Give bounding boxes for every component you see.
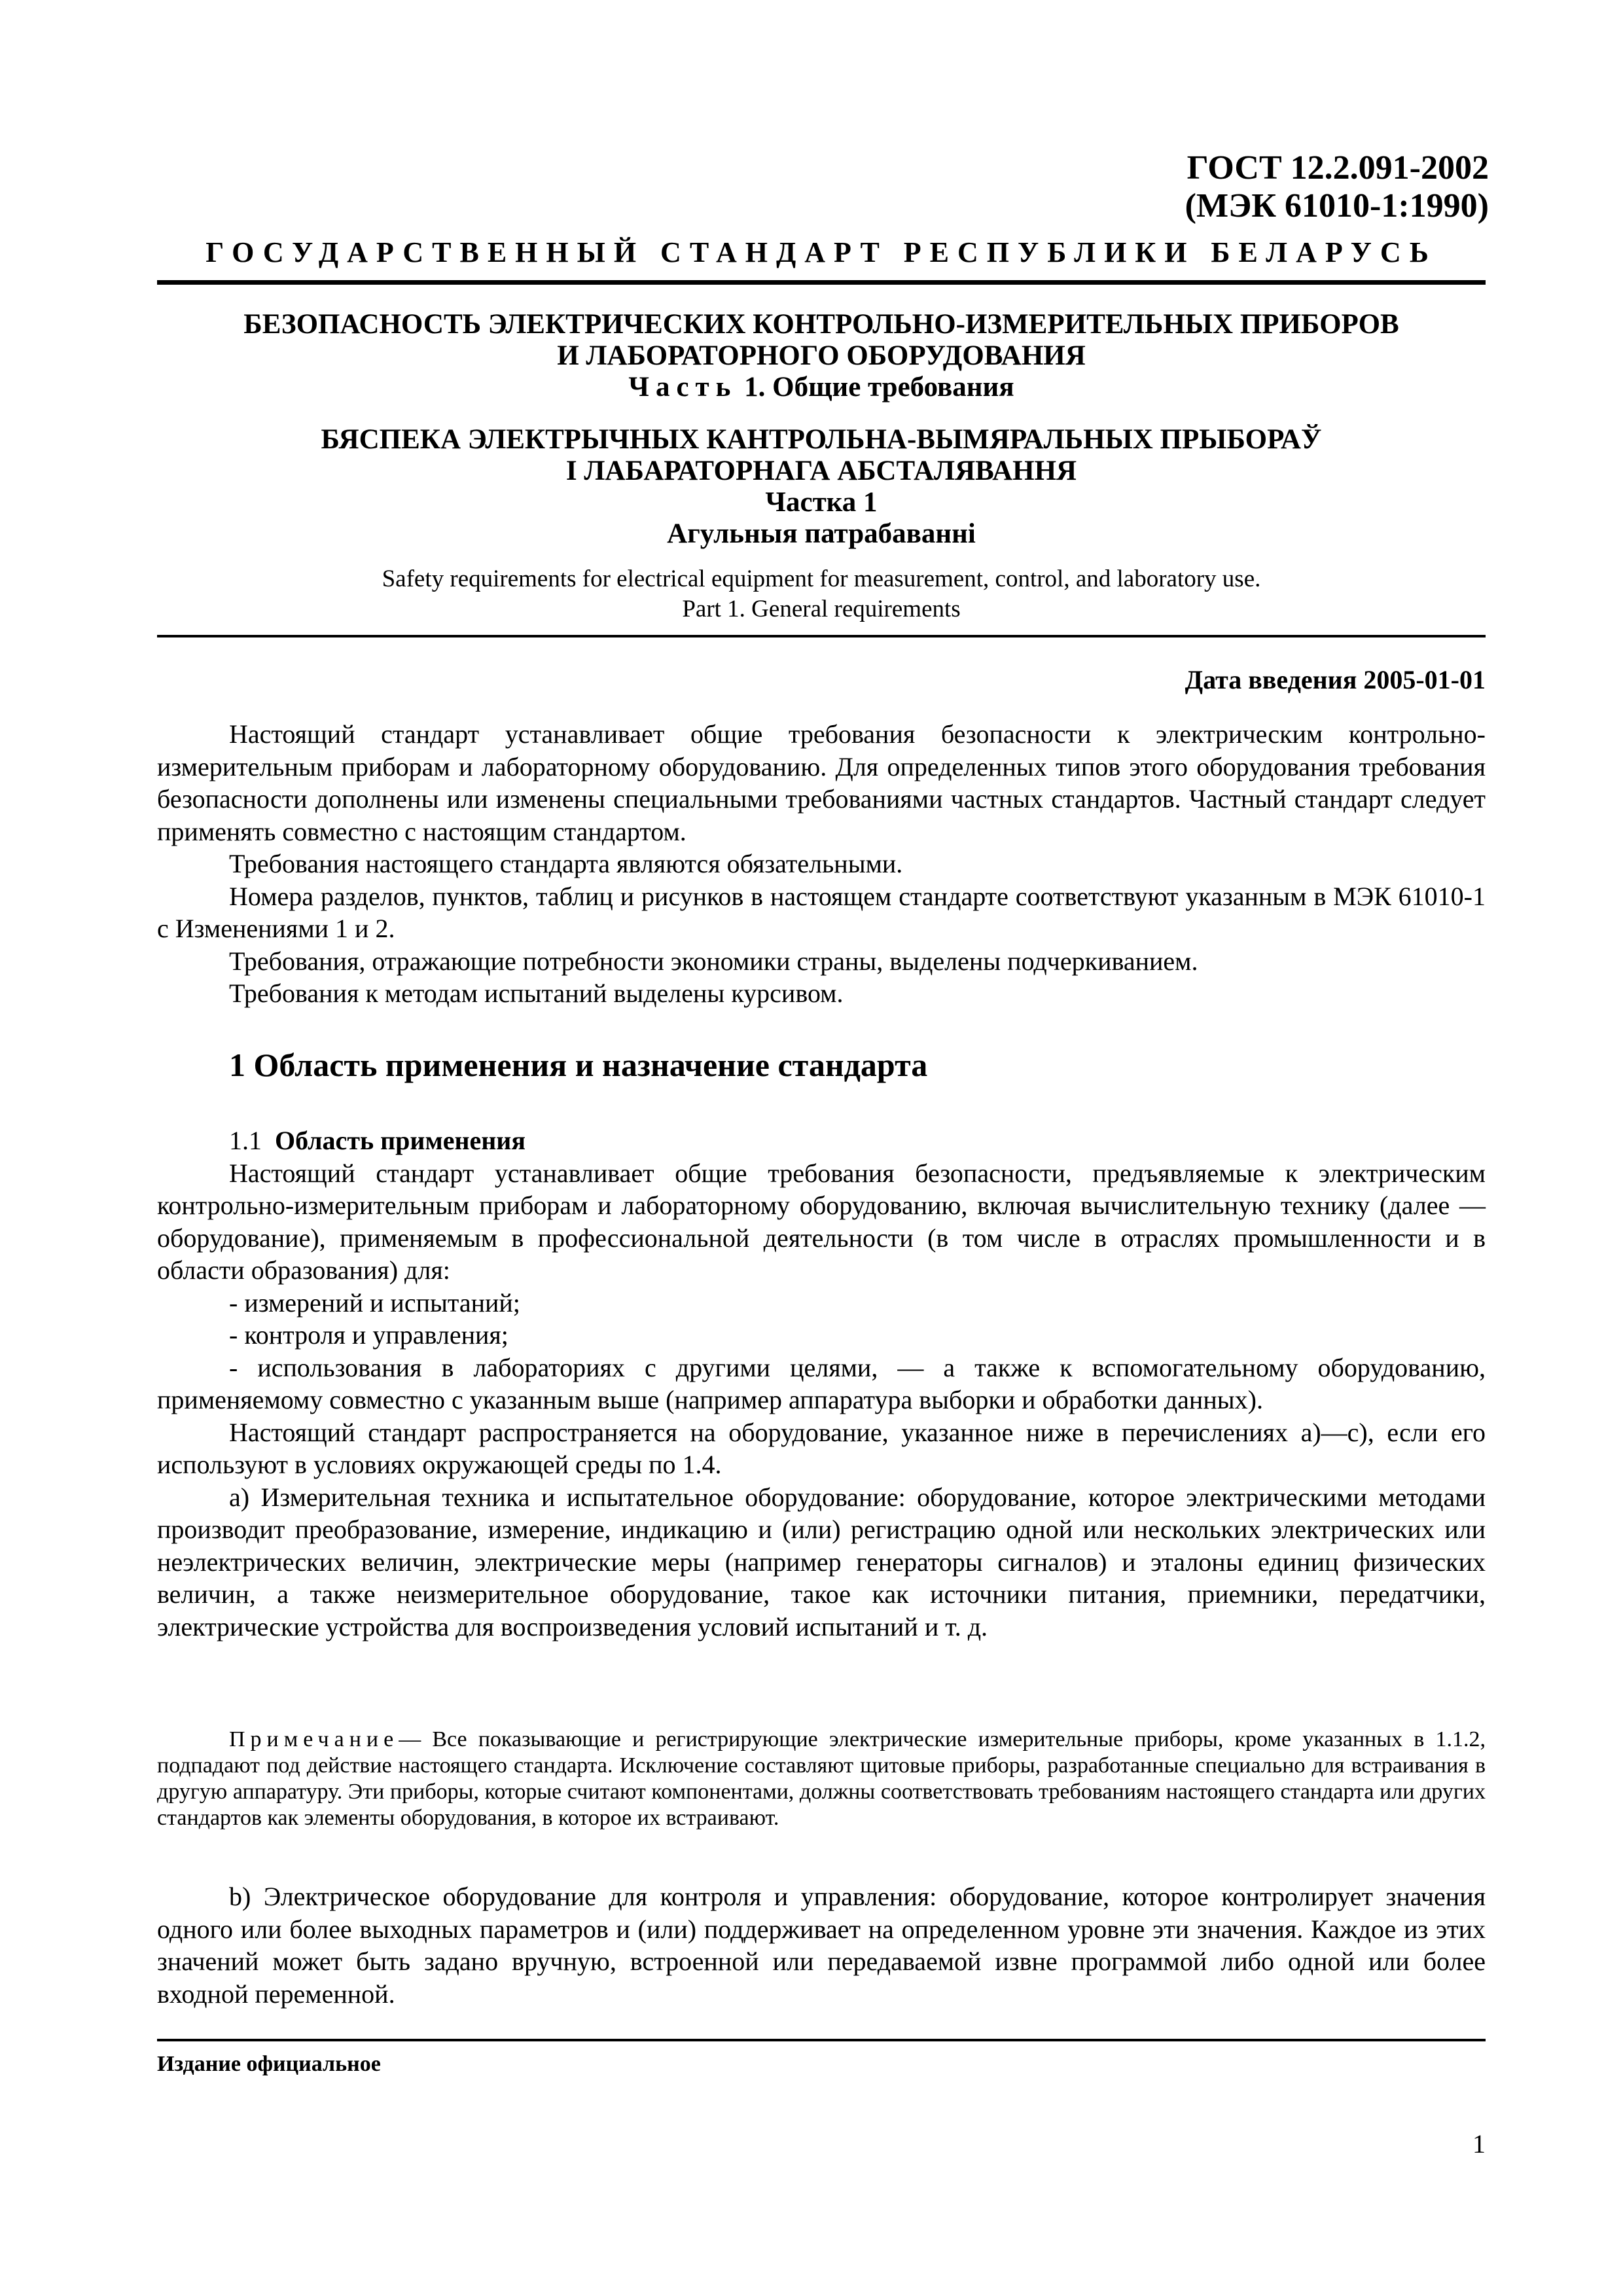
section-heading: 1 Область применения и назначение стандарта bbox=[229, 1047, 928, 1083]
header-rule bbox=[157, 280, 1486, 285]
note-block bbox=[157, 1727, 1486, 1831]
item-b-block bbox=[157, 1880, 1486, 2010]
title-ru-line1: БЕЗОПАСНОСТЬ ЭЛЕКТРИЧЕСКИХ КОНТРОЛЬНО-ИЗМЕРИТЕЛЬНЫХ ПРИБОРОВ bbox=[243, 309, 1399, 340]
intro-paragraph: Требования настоящего стандарта являются обязательными. bbox=[229, 849, 903, 878]
note-text: — Все показывающие и регистрирующие электрические измерительные приборы, кроме указанных в 1.1.2, подпадают под действие настоящего стандарта. Исключение составляют щитовые приборы, разработанные специально для встраивания в другую аппаратуру. Эти приборы, которые считают компонентами, должны соответствовать требованиям настоящего стандарта или других стандартов как элементы оборудования, в которое их встраивают. bbox=[157, 1727, 1486, 1830]
title-ru-part-label: Часть bbox=[628, 372, 738, 403]
title-ru-part bbox=[157, 372, 1486, 403]
extent-paragraph: Настоящий стандарт распространяется на оборудование, указанное ниже в перечислениях а)—с), если его используют в условиях окружающей среды по 1.4. bbox=[157, 1417, 1486, 1479]
list-item: - контроля и управления; bbox=[229, 1320, 508, 1350]
introduction-date: Дата введения 2005-01-01 bbox=[1185, 665, 1486, 694]
list-item: - использования в лабораториях с другими целями, — а также к вспомогательному оборудованию, применяемому совместно с указанным выше (например аппаратура выборки и обработки данных). bbox=[157, 1352, 1486, 1414]
list-item: - измерений и испытаний; bbox=[229, 1287, 520, 1318]
intro-paragraph: Настоящий стандарт устанавливает общие требования безопасности к электрическим контрольно-измерительным приборам и лабораторному оборудованию. Для определенных типов этого оборудования требования безопасности дополнены или изменены специальными требованиями частных стандартов. Частный стандарт следует применять совместно с настоящим стандартом. bbox=[157, 719, 1486, 846]
subsection-heading bbox=[157, 1124, 1486, 1157]
note-paragraph bbox=[157, 1727, 1486, 1831]
title-ru-line2: И ЛАБОРАТОРНОГО ОБОРУДОВАНИЯ bbox=[557, 340, 1086, 371]
standard-code-block bbox=[1185, 149, 1489, 225]
title-by-line2: І ЛАБАРАТОРНАГА АБСТАЛЯВАННЯ bbox=[565, 456, 1077, 486]
title-rule bbox=[157, 635, 1486, 637]
note-label: Примечание bbox=[229, 1727, 399, 1751]
item-b-paragraph: b) Электрическое оборудование для контроля и управления: оборудование, которое контролирует значения одного или более выходных параметров и (или) поддерживает на определенном уровне эти значения. Каждое из этих значений может быть задано вручную, встроенной или передаваемой извне программой либо одной или более входной переменной. bbox=[157, 1882, 1486, 2009]
scope-paragraph: Настоящий стандарт устанавливает общие требования безопасности, предъявляемые к электрическим контрольно-измерительным приборам и лабораторному оборудованию, включая вычислительную технику (далее — оборудование), применяемым в профессиональной деятельности (в том числе в отраслях промышленности и в области образования) для: bbox=[157, 1158, 1486, 1285]
intro-paragraph: Требования, отражающие потребности экономики страны, выделены подчеркиванием. bbox=[229, 946, 1198, 976]
title-english bbox=[157, 564, 1486, 624]
item-a-paragraph: а) Измерительная техника и испытательное оборудование: оборудование, которое электрическими методами производит преобразование, измерение, индикацию и (или) регистрацию одной или нескольких электрических или неэлектрических величин, электрические меры (например генераторы сигналов) и эталоны единиц физических величин, а также неизмерительное оборудование, такое как источники питания, приемники, передатчики, электрические устройства для воспроизведения условий испытаний и т. д. bbox=[157, 1482, 1486, 1641]
title-by-part: Частка 1 bbox=[765, 487, 878, 518]
subsection-number: 1.1 bbox=[229, 1126, 262, 1155]
title-by-subtitle: Агульныя патрабаванні bbox=[667, 518, 976, 549]
page-number: 1 bbox=[1472, 2129, 1486, 2159]
intro-paragraph: Номера разделов, пунктов, таблиц и рисунков в настоящем стандарте соответствуют указанным в МЭК 61010-1 с Изменениями 1 и 2. bbox=[157, 881, 1486, 943]
intro-section bbox=[157, 718, 1486, 1010]
standard-code: ГОСТ 12.2.091-2002 bbox=[1186, 149, 1489, 187]
footer-rule bbox=[157, 2039, 1486, 2041]
intro-paragraph: Требования к методам испытаний выделены курсивом. bbox=[229, 978, 844, 1008]
subsection-title: Область применения bbox=[275, 1126, 526, 1155]
title-russian bbox=[157, 309, 1486, 403]
section-1-body bbox=[157, 1124, 1486, 1643]
government-standard-title: ГОСУДАРСТВЕННЫЙ СТАНДАРТ РЕСПУБЛИКИ БЕЛАРУСЬ bbox=[205, 236, 1437, 268]
title-by-line1: БЯСПЕКА ЭЛЕКТРЫЧНЫХ КАНТРОЛЬНА-ВЫМЯРАЛЬНЫХ ПРЫБОРАЎ bbox=[321, 424, 1322, 455]
iec-code: (МЭК 61010-1:1990) bbox=[1185, 187, 1489, 224]
title-ru-part-rest: 1. Общие требования bbox=[744, 372, 1014, 403]
title-belarusian bbox=[157, 424, 1486, 550]
title-en-line2: Part 1. General requirements bbox=[682, 596, 961, 622]
title-en-line1: Safety requirements for electrical equipment for measurement, control, and laboratory use. bbox=[382, 565, 1261, 592]
official-edition-label: Издание официальное bbox=[157, 2052, 381, 2076]
